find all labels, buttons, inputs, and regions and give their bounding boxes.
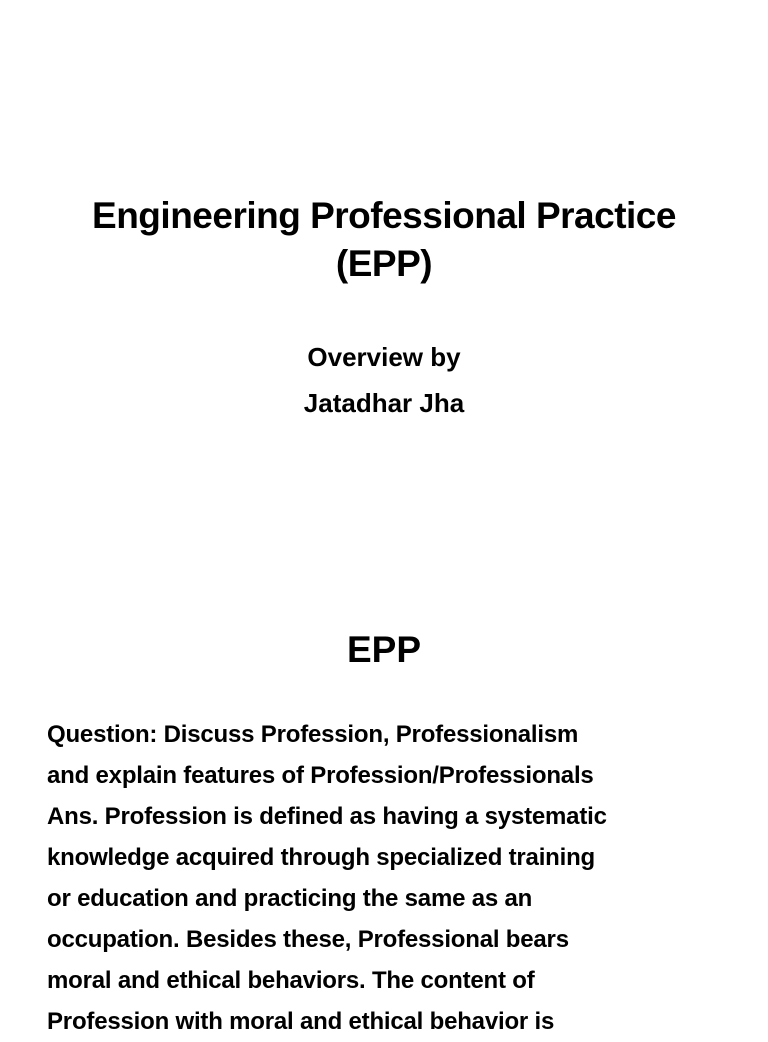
presentation-title xyxy=(0,192,768,288)
title-line: Engineering Professional Practice xyxy=(92,195,676,236)
slide-heading: EPP xyxy=(346,629,422,670)
title-line: (EPP) xyxy=(335,243,433,284)
body-line: or education and practicing the same as an xyxy=(47,885,533,912)
body-line: occupation. Besides these, Professional bears xyxy=(47,926,569,953)
subtitle-line: Overview by xyxy=(307,342,461,372)
presentation-subtitle xyxy=(0,334,768,426)
body-line: moral and ethical behaviors. The content of xyxy=(47,967,535,994)
slide-content xyxy=(0,576,768,1035)
body-line: knowledge acquired through specialized training xyxy=(47,844,596,871)
body-line: Ans. Profession is defined as having a systematic xyxy=(47,803,607,830)
body-line: Profession with moral and ethical behavior is xyxy=(47,1008,555,1035)
body-line: Question: Discuss Profession, Professionalism xyxy=(47,721,579,748)
author-name: Jatadhar Jha xyxy=(303,388,465,418)
body-line: and explain features of Profession/Professionals xyxy=(47,762,594,789)
slide-body xyxy=(47,714,747,1042)
